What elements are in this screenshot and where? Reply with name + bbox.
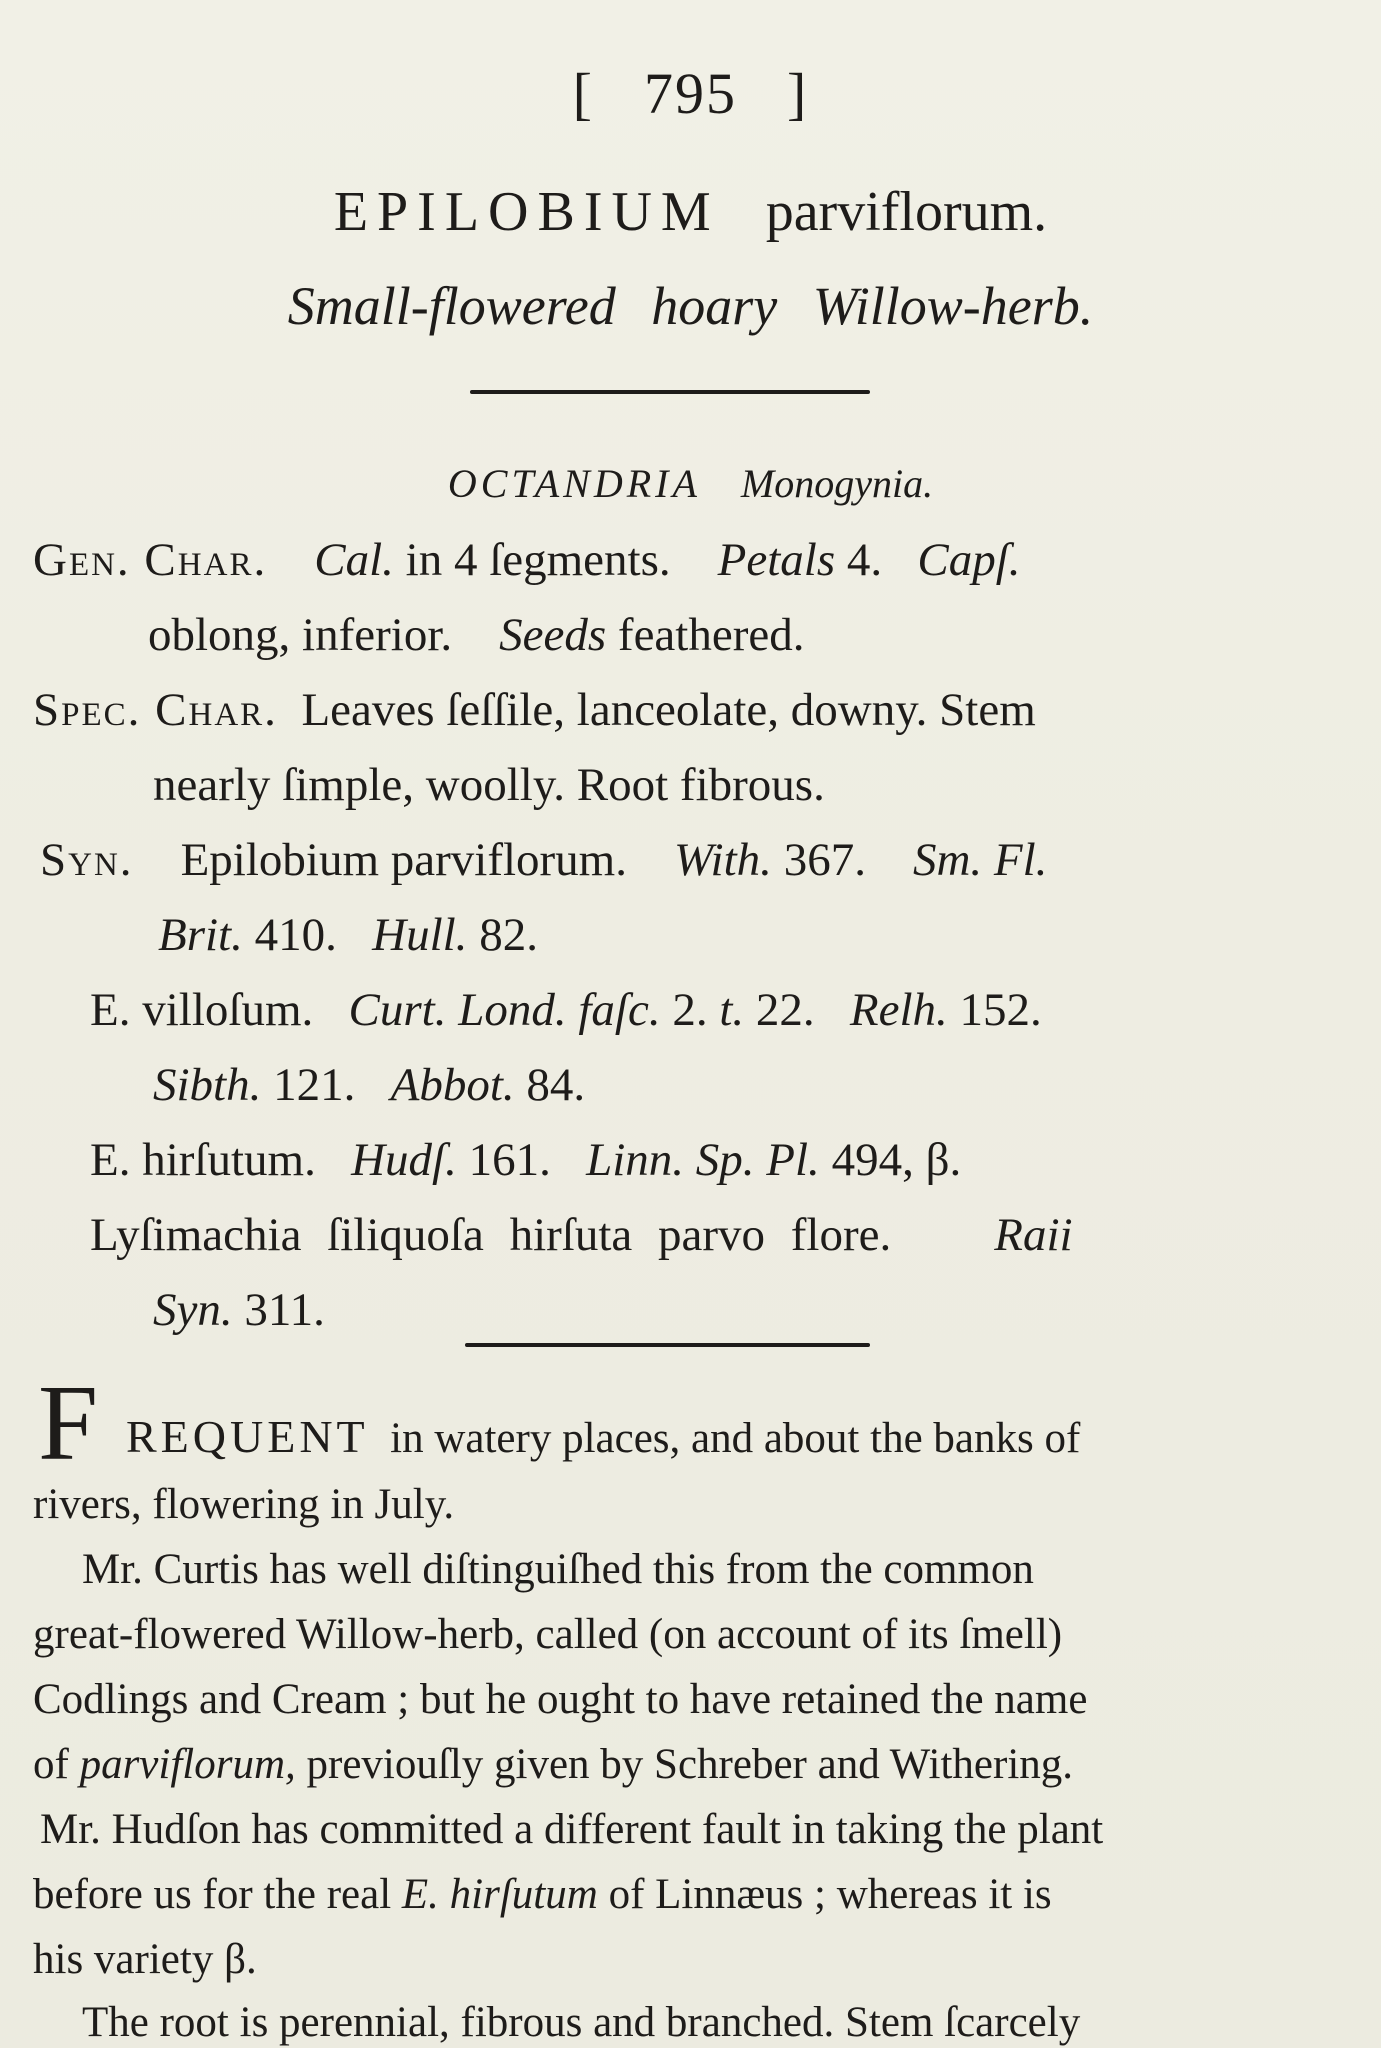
gen-char-petals: Petals: [717, 534, 836, 586]
syn-curt-num: 2.: [672, 984, 708, 1036]
syn-epilobium: Epilobium parviflorum.: [180, 834, 627, 886]
divider-rule-2: [465, 1343, 870, 1347]
syn-hull: Hull.: [372, 909, 468, 961]
spec-char-label: Spec. Char.: [33, 684, 278, 736]
linnaean-order: Monogynia.: [740, 461, 934, 506]
syn-brit-num: 410.: [254, 909, 337, 961]
body-line-6: [33, 1740, 1073, 1789]
body-line-1: [126, 1410, 1080, 1463]
spec-char-text-1: Leaves ſeſſile, lanceolate, downy. Stem: [301, 684, 1036, 736]
syn-line-3: [90, 983, 1042, 1037]
syn-with-num: 367.: [783, 834, 866, 886]
syn-relh: Relh.: [849, 984, 948, 1036]
syn-line-4: [153, 1058, 585, 1112]
body-line-8: [33, 1870, 1052, 1919]
body-line-10: The root is perennial, fibrous and branched. Stem ſcarcely: [82, 1999, 1081, 2046]
body-line-7: Mr. Hudſon has committed a different fault in taking the plant: [40, 1806, 1104, 1853]
linnaean-class: OCTANDRIA: [447, 461, 701, 506]
body-line-3: Mr. Curtis has well diſtinguiſhed this from the common: [82, 1546, 1034, 1593]
gen-char-label: Gen. Char.: [33, 534, 268, 586]
syn-syn: Syn.: [153, 1284, 233, 1336]
divider-rule: [470, 390, 870, 394]
syn-lysimachia: Lyſimachia ſiliquoſa hirſuta parvo flore.: [90, 1209, 892, 1261]
page-number-header: [0, 60, 1381, 127]
syn-hull-num: 82.: [479, 909, 538, 961]
species-name: parviflorum.: [765, 181, 1048, 243]
drop-cap: F: [38, 1364, 99, 1483]
syn-label: Syn.: [40, 834, 134, 886]
syn-relh-num: 152.: [959, 984, 1042, 1036]
body-line-1-rest: in watery places, and about the banks of: [390, 1415, 1081, 1462]
body-line-8-b: of Linnæus ; whereas it is: [608, 1871, 1052, 1918]
spec-char-line-2: nearly ſimple, woolly. Root fibrous.: [153, 759, 825, 811]
gen-char-oblong: oblong, inferior.: [148, 609, 453, 661]
syn-syn-num: 311.: [244, 1284, 325, 1336]
syn-sibth: Sibth.: [153, 1059, 262, 1111]
body-first-word: REQUENT: [126, 1411, 369, 1462]
syn-curt: Curt. Lond. faſc.: [348, 984, 661, 1036]
gen-char-seeds: Seeds: [499, 609, 607, 661]
body-line-8-italic: E. hirſutum: [401, 1871, 598, 1918]
syn-t-num: 22.: [755, 984, 815, 1036]
gen-char-caps: Capſ.: [917, 534, 1021, 586]
gen-char-line-1: [33, 533, 1021, 587]
common-name: Small-flowered hoary Willow-herb.: [287, 276, 1094, 336]
classification: [0, 460, 1381, 507]
genus-name: EPILOBIUM: [333, 181, 720, 243]
body-line-8-a: before us for the real: [33, 1871, 392, 1918]
gen-char-line-2: [148, 608, 804, 662]
bracket-close: ]: [787, 61, 809, 126]
syn-with: With.: [674, 834, 772, 886]
syn-sibth-num: 121.: [273, 1059, 356, 1111]
syn-huds: Hudſ.: [351, 1134, 457, 1186]
body-line-4: great-flowered Willow-herb, called (on account of its ſmell): [33, 1611, 1063, 1658]
species-title: [0, 180, 1381, 244]
spec-char-line-1: [33, 683, 1036, 737]
syn-linn: Linn. Sp. Pl.: [586, 1134, 820, 1186]
syn-hirsutum: E. hirſutum.: [90, 1134, 316, 1186]
gen-char-petals-text: 4.: [846, 534, 883, 586]
syn-line-1: [40, 833, 1047, 887]
syn-brit: Brit.: [158, 909, 243, 961]
page-number: 795: [644, 61, 737, 126]
body-line-9: his variety β.: [33, 1936, 257, 1983]
bracket-open: [: [572, 61, 594, 126]
body-line-6-a: of: [33, 1741, 69, 1788]
syn-line-6: [90, 1208, 1073, 1262]
syn-villosum: E. villoſum.: [90, 984, 314, 1036]
syn-raii: Raii: [994, 1209, 1073, 1261]
syn-line-2: [158, 908, 538, 962]
syn-abbot: Abbot.: [390, 1059, 515, 1111]
body-line-2: rivers, flowering in July.: [33, 1481, 455, 1528]
syn-line-5: [90, 1133, 961, 1187]
syn-abbot-num: 84.: [526, 1059, 586, 1111]
syn-sm-fl: Sm. Fl.: [912, 834, 1048, 886]
syn-huds-num: 161.: [468, 1134, 551, 1186]
syn-line-7: [153, 1283, 325, 1337]
syn-linn-num: 494, β.: [831, 1134, 962, 1186]
syn-t: t.: [719, 984, 745, 1036]
body-line-5: Codlings and Cream ; but he ought to have retained the name: [33, 1676, 1088, 1723]
gen-char-feathered: feathered.: [617, 609, 805, 661]
gen-char-cal-text: in 4 ſegments.: [405, 534, 671, 586]
body-line-6-italic: parviflorum,: [79, 1741, 296, 1788]
gen-char-cal: Cal.: [314, 534, 394, 586]
body-line-6-b: previouſly given by Schreber and Withering.: [306, 1741, 1074, 1788]
